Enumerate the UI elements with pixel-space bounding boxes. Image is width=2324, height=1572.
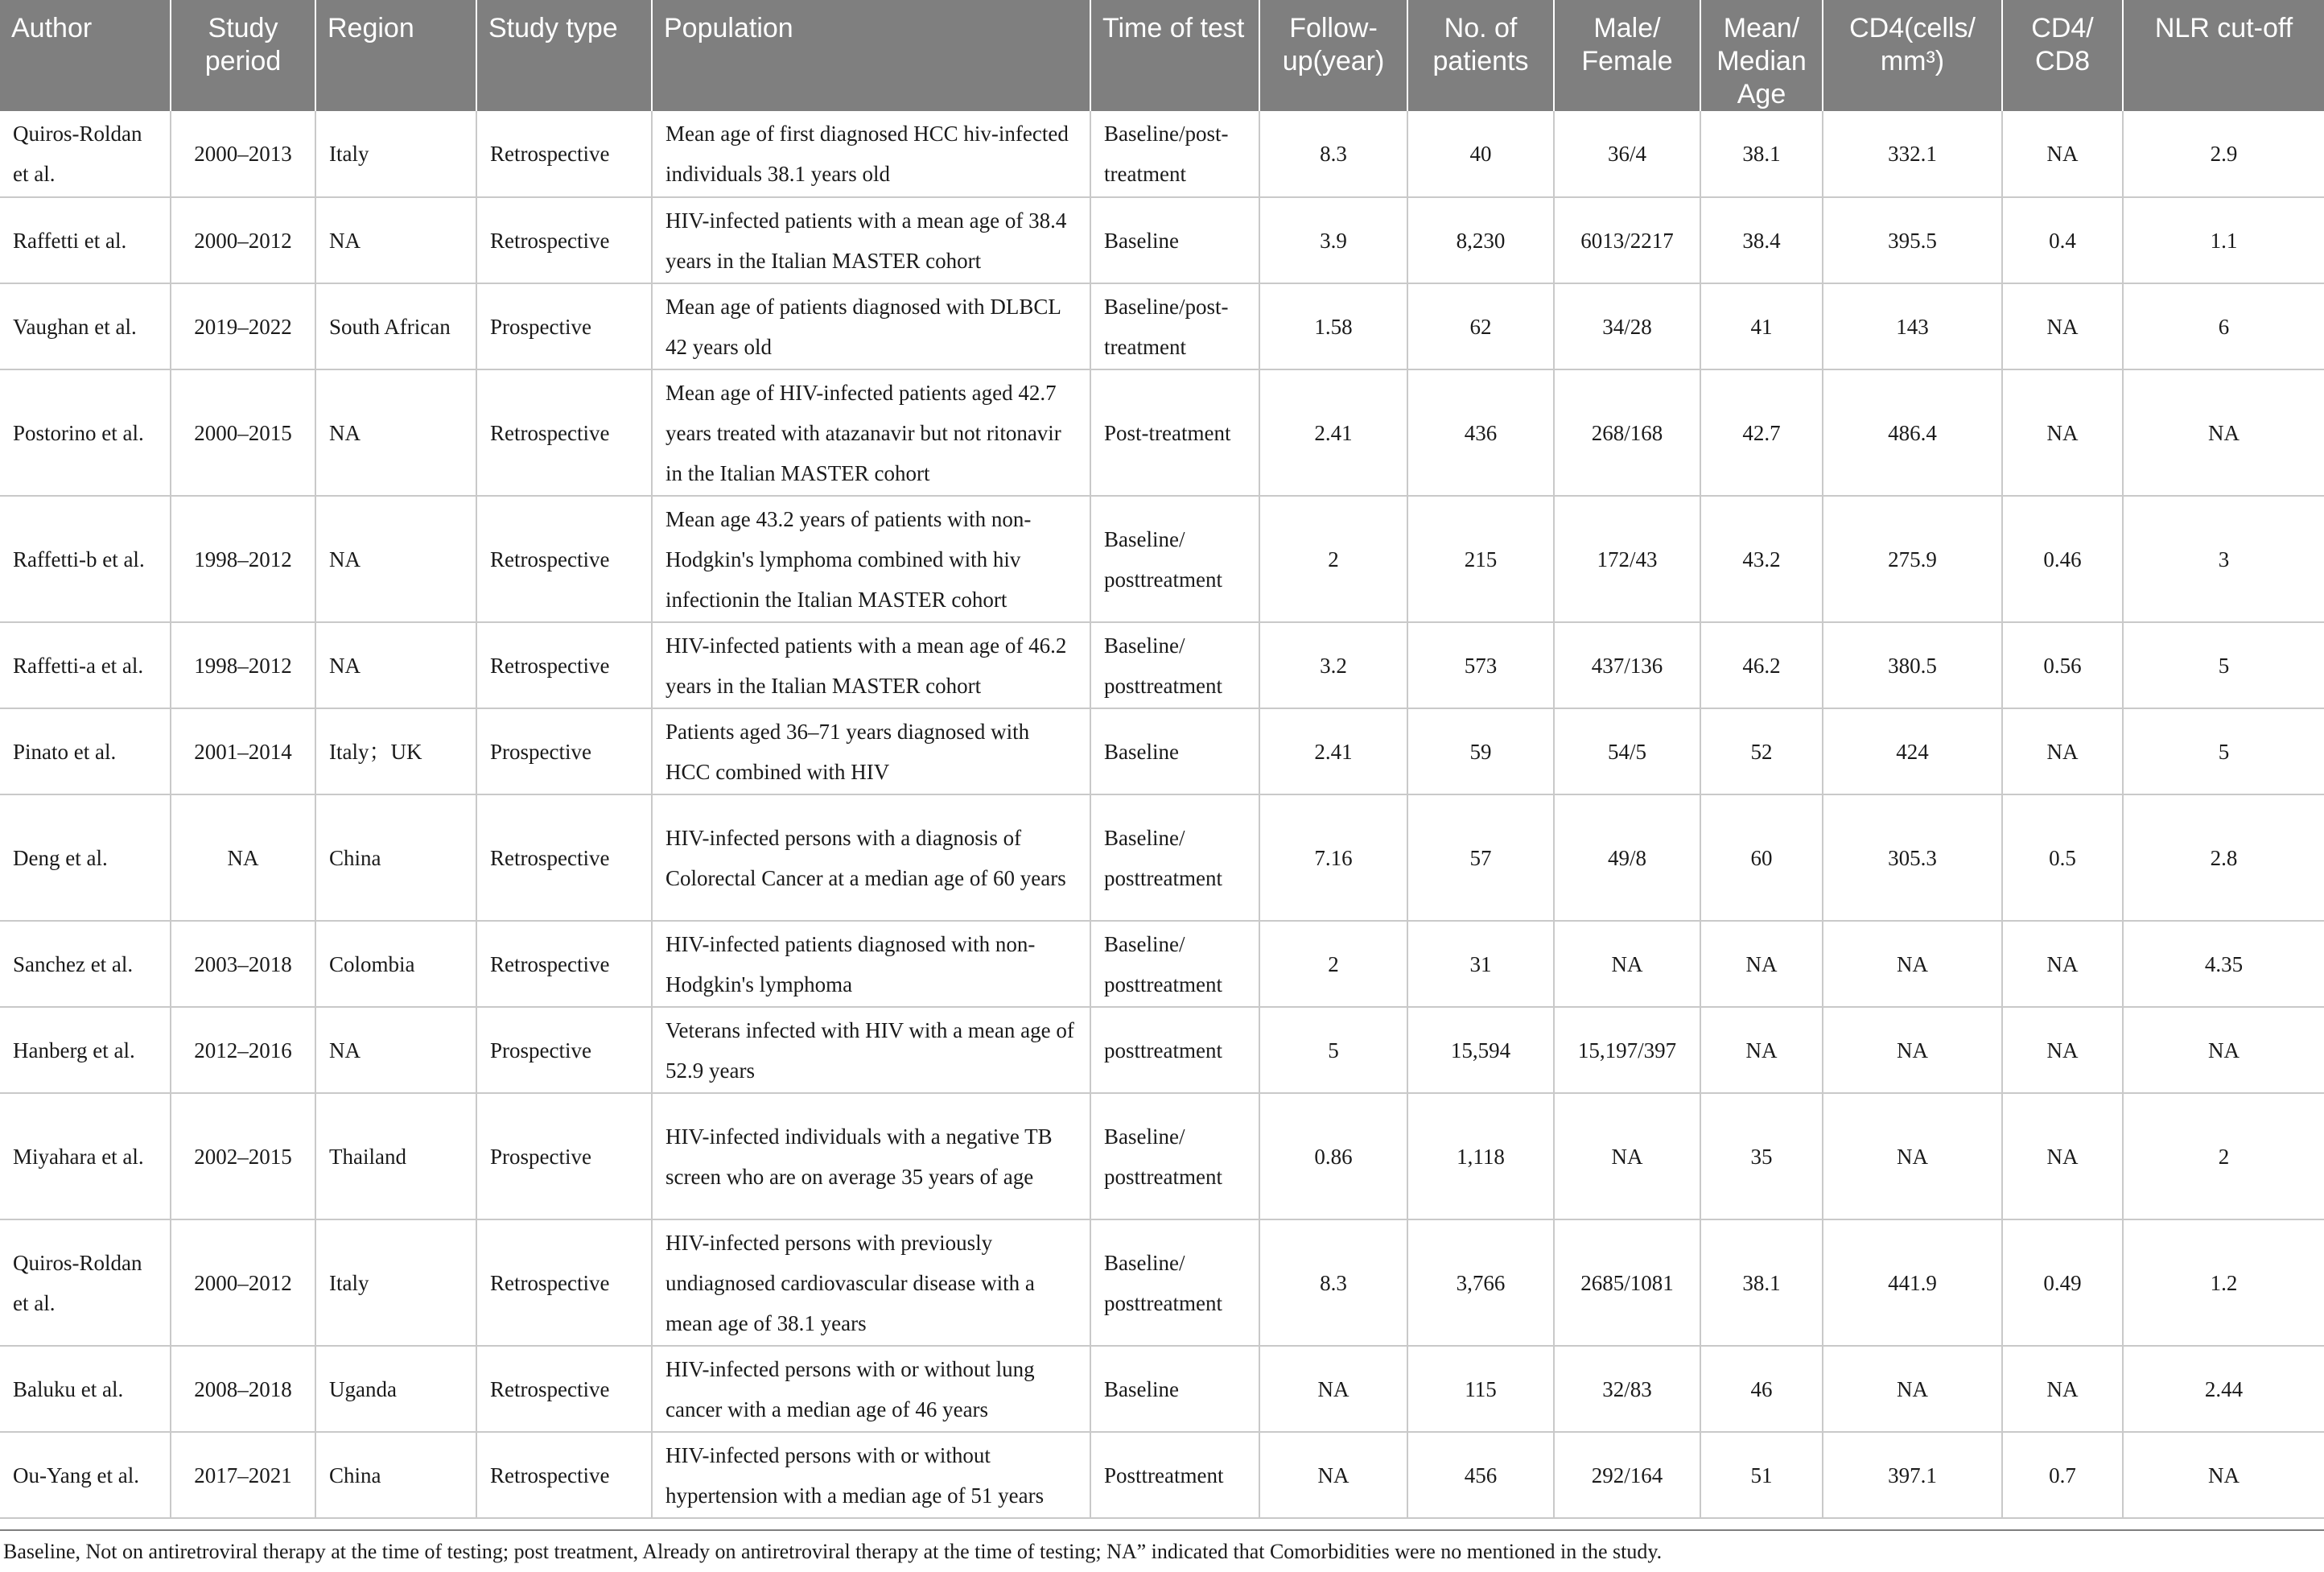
table-cell: Mean age 43.2 years of patients with non-Hodgkin's lymphoma combined with hiv infectionin the Italian MASTER cohort: [652, 496, 1090, 622]
table-cell: 35: [1700, 1093, 1823, 1219]
table-bottom-rule: [0, 1529, 2324, 1531]
table-cell: Retrospective: [476, 622, 652, 708]
table-cell: 6: [2123, 283, 2324, 369]
table-cell: 437/136: [1554, 622, 1700, 708]
table-cell: 0.56: [2002, 622, 2123, 708]
table-cell: Quiros-Roldan et al.: [0, 1219, 171, 1346]
table-cell: Raffetti-a et al.: [0, 622, 171, 708]
table-cell: HIV-infected persons with previously undiagnosed cardiovascular disease with a mean age of 38.1 years: [652, 1219, 1090, 1346]
table-cell: Vaughan et al.: [0, 283, 171, 369]
column-header: Study period: [171, 0, 315, 111]
table-cell: Retrospective: [476, 496, 652, 622]
table-cell: Prospective: [476, 1007, 652, 1093]
table-cell: 275.9: [1823, 496, 2002, 622]
table-cell: NA: [315, 496, 476, 622]
table-cell: 0.4: [2002, 197, 2123, 283]
table-cell: Quiros-Roldan et al.: [0, 111, 171, 197]
table-cell: 43.2: [1700, 496, 1823, 622]
table-cell: Pinato et al.: [0, 708, 171, 794]
table-cell: Miyahara et al.: [0, 1093, 171, 1219]
table-cell: 2019–2022: [171, 283, 315, 369]
table-cell: Baseline/post-treatment: [1090, 283, 1259, 369]
column-header: Follow-up(year): [1259, 0, 1407, 111]
table-cell: 2: [1259, 496, 1407, 622]
table-row: [0, 496, 2324, 622]
table-cell: 486.4: [1823, 369, 2002, 496]
table-cell: 143: [1823, 283, 2002, 369]
table-cell: 1,118: [1407, 1093, 1554, 1219]
table-cell: 2000–2015: [171, 369, 315, 496]
table-cell: Italy: [315, 111, 476, 197]
table-cell: Baseline/ posttreatment: [1090, 496, 1259, 622]
column-header: Male/ Female: [1554, 0, 1700, 111]
table-cell: 57: [1407, 794, 1554, 921]
table-cell: NA: [2002, 283, 2123, 369]
table-cell: Raffetti et al.: [0, 197, 171, 283]
table-cell: 62: [1407, 283, 1554, 369]
column-header: CD4(cells/ mm³): [1823, 0, 2002, 111]
table-cell: 2.41: [1259, 708, 1407, 794]
table-cell: 5: [1259, 1007, 1407, 1093]
table-cell: NA: [2123, 1432, 2324, 1518]
table-body: [0, 111, 2324, 1518]
table-cell: 5: [2123, 708, 2324, 794]
table-cell: NA: [2123, 369, 2324, 496]
table-cell: HIV-infected persons with or without lung cancer with a median age of 46 years: [652, 1346, 1090, 1432]
table-cell: Baseline: [1090, 197, 1259, 283]
table-cell: 59: [1407, 708, 1554, 794]
table-cell: Baseline: [1090, 1346, 1259, 1432]
table-cell: 46.2: [1700, 622, 1823, 708]
table-cell: 3: [2123, 496, 2324, 622]
table-cell: NA: [1823, 1093, 2002, 1219]
table-cell: Retrospective: [476, 921, 652, 1007]
column-header: CD4/ CD8: [2002, 0, 2123, 111]
table-cell: 15,197/397: [1554, 1007, 1700, 1093]
table-cell: HIV-infected patients diagnosed with non-Hodgkin's lymphoma: [652, 921, 1090, 1007]
table-cell: Retrospective: [476, 1219, 652, 1346]
table-cell: HIV-infected patients with a mean age of 46.2 years in the Italian MASTER cohort: [652, 622, 1090, 708]
table-cell: 2685/1081: [1554, 1219, 1700, 1346]
table-cell: NA: [2002, 1093, 2123, 1219]
table-cell: NA: [1259, 1346, 1407, 1432]
table-cell: Thailand: [315, 1093, 476, 1219]
table-cell: Deng et al.: [0, 794, 171, 921]
column-header: Author: [0, 0, 171, 111]
column-header: Mean/ Median Age: [1700, 0, 1823, 111]
table-cell: Baseline/ posttreatment: [1090, 622, 1259, 708]
table-row: [0, 708, 2324, 794]
table-row: [0, 111, 2324, 197]
table-cell: NA: [2002, 369, 2123, 496]
column-header: NLR cut-off: [2123, 0, 2324, 111]
table-cell: NA: [2002, 708, 2123, 794]
table-cell: Baseline/ posttreatment: [1090, 1093, 1259, 1219]
table-cell: 0.7: [2002, 1432, 2123, 1518]
table-cell: Baluku et al.: [0, 1346, 171, 1432]
table-row: [0, 622, 2324, 708]
table-row: [0, 1093, 2324, 1219]
table-cell: 40: [1407, 111, 1554, 197]
table-cell: NA: [2002, 111, 2123, 197]
column-header: Region: [315, 0, 476, 111]
table-cell: 2.8: [2123, 794, 2324, 921]
table-cell: 0.46: [2002, 496, 2123, 622]
table-cell: 41: [1700, 283, 1823, 369]
table-row: [0, 794, 2324, 921]
table-cell: 456: [1407, 1432, 1554, 1518]
table-cell: HIV-infected individuals with a negative TB screen who are on average 35 years of age: [652, 1093, 1090, 1219]
table-cell: 2.41: [1259, 369, 1407, 496]
table-cell: Italy；UK: [315, 708, 476, 794]
table-cell: Italy: [315, 1219, 476, 1346]
table-cell: Prospective: [476, 708, 652, 794]
table-cell: 34/28: [1554, 283, 1700, 369]
table-cell: 3.9: [1259, 197, 1407, 283]
table-cell: NA: [1554, 1093, 1700, 1219]
table-cell: NA: [315, 369, 476, 496]
table-cell: Retrospective: [476, 794, 652, 921]
table-cell: Raffetti-b et al.: [0, 496, 171, 622]
table-cell: HIV-infected persons with a diagnosis of Colorectal Cancer at a median age of 60 years: [652, 794, 1090, 921]
table-cell: China: [315, 794, 476, 921]
table-cell: 49/8: [1554, 794, 1700, 921]
table-cell: 0.86: [1259, 1093, 1407, 1219]
table-cell: 2000–2012: [171, 1219, 315, 1346]
table-cell: 2017–2021: [171, 1432, 315, 1518]
table-cell: Retrospective: [476, 197, 652, 283]
table-cell: 1998–2012: [171, 496, 315, 622]
table-cell: 36/4: [1554, 111, 1700, 197]
table-cell: Retrospective: [476, 111, 652, 197]
table-cell: 115: [1407, 1346, 1554, 1432]
table-row: [0, 1219, 2324, 1346]
column-header: Study type: [476, 0, 652, 111]
table-cell: 305.3: [1823, 794, 2002, 921]
table-cell: Uganda: [315, 1346, 476, 1432]
table-cell: posttreatment: [1090, 1007, 1259, 1093]
table-cell: Baseline: [1090, 708, 1259, 794]
table-cell: 38.1: [1700, 1219, 1823, 1346]
table-cell: Veterans infected with HIV with a mean age of 52.9 years: [652, 1007, 1090, 1093]
table-cell: 2002–2015: [171, 1093, 315, 1219]
table-cell: NA: [1823, 1007, 2002, 1093]
column-header: Population: [652, 0, 1090, 111]
table-cell: 3.2: [1259, 622, 1407, 708]
table-cell: 52: [1700, 708, 1823, 794]
table-cell: 1.2: [2123, 1219, 2324, 1346]
table-cell: NA: [2002, 1007, 2123, 1093]
table-cell: 1998–2012: [171, 622, 315, 708]
table-cell: 2003–2018: [171, 921, 315, 1007]
table-cell: NA: [2123, 1007, 2324, 1093]
table-cell: 436: [1407, 369, 1554, 496]
table-cell: 46: [1700, 1346, 1823, 1432]
table-cell: NA: [1823, 1346, 2002, 1432]
table-cell: Prospective: [476, 283, 652, 369]
table-cell: Mean age of HIV-infected patients aged 42.7 years treated with atazanavir but not ritonavir in the Italian MASTER cohort: [652, 369, 1090, 496]
table-cell: Prospective: [476, 1093, 652, 1219]
table-cell: Baseline/post-treatment: [1090, 111, 1259, 197]
table-cell: 1.1: [2123, 197, 2324, 283]
table-cell: 8.3: [1259, 111, 1407, 197]
table-cell: NA: [315, 1007, 476, 1093]
table-cell: Retrospective: [476, 369, 652, 496]
table-cell: 2000–2012: [171, 197, 315, 283]
table-cell: NA: [1823, 921, 2002, 1007]
table-cell: Baseline/ posttreatment: [1090, 1219, 1259, 1346]
table-cell: Patients aged 36–71 years diagnosed with HCC combined with HIV: [652, 708, 1090, 794]
table-cell: NA: [315, 197, 476, 283]
table-cell: 2012–2016: [171, 1007, 315, 1093]
table-cell: 0.5: [2002, 794, 2123, 921]
table-cell: 6013/2217: [1554, 197, 1700, 283]
table-cell: 2.9: [2123, 111, 2324, 197]
table-cell: Postorino et al.: [0, 369, 171, 496]
table-cell: Retrospective: [476, 1432, 652, 1518]
table-cell: 3,766: [1407, 1219, 1554, 1346]
table-row: [0, 1432, 2324, 1518]
column-header: No. of patients: [1407, 0, 1554, 111]
table-cell: Baseline/ posttreatment: [1090, 794, 1259, 921]
table-cell: 292/164: [1554, 1432, 1700, 1518]
table-cell: 2008–2018: [171, 1346, 315, 1432]
table-cell: 573: [1407, 622, 1554, 708]
table-cell: NA: [1700, 1007, 1823, 1093]
table-cell: 54/5: [1554, 708, 1700, 794]
table-cell: 31: [1407, 921, 1554, 1007]
table-cell: 1.58: [1259, 283, 1407, 369]
table-cell: 424: [1823, 708, 2002, 794]
table-cell: 8.3: [1259, 1219, 1407, 1346]
table-cell: NA: [1700, 921, 1823, 1007]
table-cell: 332.1: [1823, 111, 2002, 197]
table-cell: China: [315, 1432, 476, 1518]
table-cell: 42.7: [1700, 369, 1823, 496]
table-cell: NA: [171, 794, 315, 921]
table-cell: 395.5: [1823, 197, 2002, 283]
table-cell: 51: [1700, 1432, 1823, 1518]
table-cell: 2000–2013: [171, 111, 315, 197]
table-cell: 5: [2123, 622, 2324, 708]
table-row: [0, 1007, 2324, 1093]
column-header: Time of test: [1090, 0, 1259, 111]
table-row: [0, 369, 2324, 496]
table-cell: 7.16: [1259, 794, 1407, 921]
table-cell: HIV-infected patients with a mean age of 38.4 years in the Italian MASTER cohort: [652, 197, 1090, 283]
table-cell: Sanchez et al.: [0, 921, 171, 1007]
table-cell: South African: [315, 283, 476, 369]
table-footnote: Baseline, Not on antiretroviral therapy at the time of testing; post treatment, Already on antiretroviral therapy at the time of testing; NA” indicated that Comorbidities were no mentioned in the study.: [3, 1540, 1663, 1563]
table-cell: 2001–2014: [171, 708, 315, 794]
table-cell: 397.1: [1823, 1432, 2002, 1518]
table-cell: 60: [1700, 794, 1823, 921]
table-cell: 2.44: [2123, 1346, 2324, 1432]
table-cell: Colombia: [315, 921, 476, 1007]
table-cell: 215: [1407, 496, 1554, 622]
table-cell: 32/83: [1554, 1346, 1700, 1432]
table-cell: NA: [1554, 921, 1700, 1007]
table-cell: Mean age of patients diagnosed with DLBCL 42 years old: [652, 283, 1090, 369]
table-row: [0, 921, 2324, 1007]
table-cell: 2: [1259, 921, 1407, 1007]
table-cell: NA: [2002, 1346, 2123, 1432]
table-cell: Ou-Yang et al.: [0, 1432, 171, 1518]
table-cell: Mean age of first diagnosed HCC hiv-infected individuals 38.1 years old: [652, 111, 1090, 197]
table-cell: 4.35: [2123, 921, 2324, 1007]
table-cell: 441.9: [1823, 1219, 2002, 1346]
table-cell: NA: [1259, 1432, 1407, 1518]
table-cell: 38.4: [1700, 197, 1823, 283]
table-cell: 38.1: [1700, 111, 1823, 197]
table-cell: Post-treatment: [1090, 369, 1259, 496]
table-row: [0, 1346, 2324, 1432]
table-header-row: [0, 0, 2324, 111]
table-cell: Retrospective: [476, 1346, 652, 1432]
table-cell: NA: [2002, 921, 2123, 1007]
table-cell: 15,594: [1407, 1007, 1554, 1093]
table-cell: HIV-infected persons with or without hypertension with a median age of 51 years: [652, 1432, 1090, 1518]
table-cell: 172/43: [1554, 496, 1700, 622]
table-cell: NA: [315, 622, 476, 708]
table-cell: 380.5: [1823, 622, 2002, 708]
table-cell: Hanberg et al.: [0, 1007, 171, 1093]
table-cell: 2: [2123, 1093, 2324, 1219]
table-cell: Posttreatment: [1090, 1432, 1259, 1518]
table-cell: 0.49: [2002, 1219, 2123, 1346]
table-cell: 8,230: [1407, 197, 1554, 283]
table-row: [0, 283, 2324, 369]
table-row: [0, 197, 2324, 283]
table-cell: Baseline/ posttreatment: [1090, 921, 1259, 1007]
table-cell: 268/168: [1554, 369, 1700, 496]
